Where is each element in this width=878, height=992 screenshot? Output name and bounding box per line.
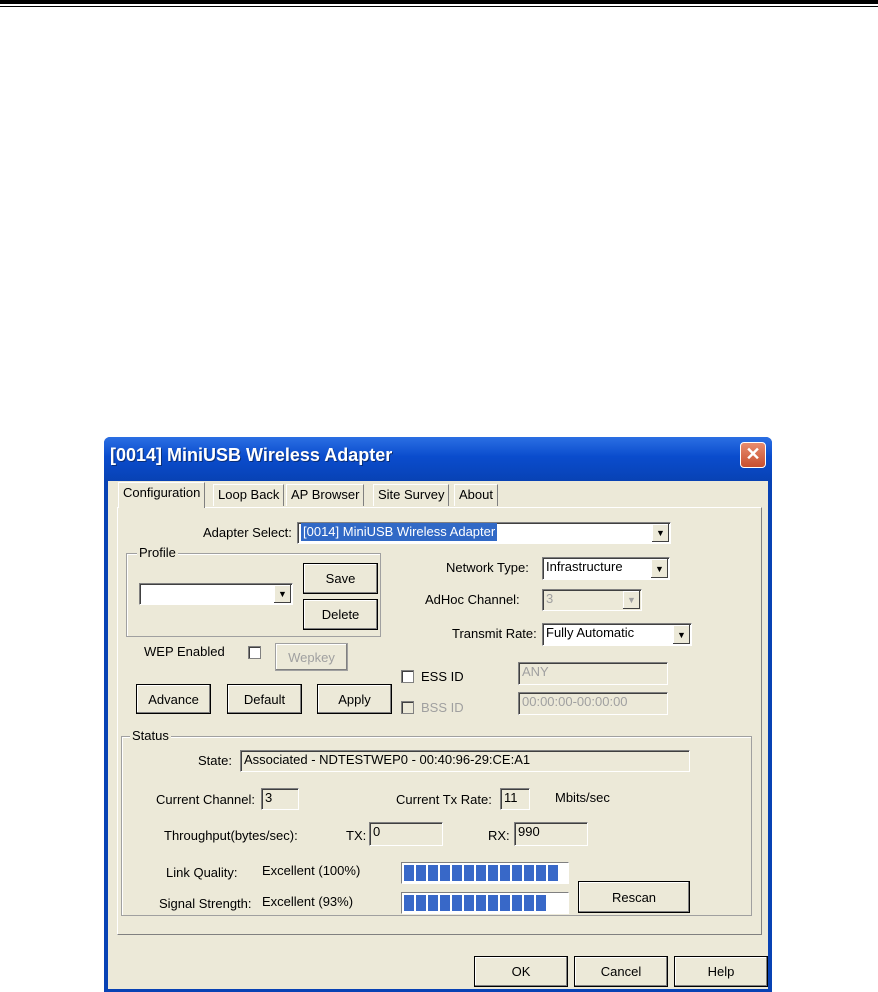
meter-segment: [464, 895, 474, 911]
profile-group-label: Profile: [139, 545, 176, 560]
help-button-label: Help: [707, 964, 735, 979]
tab-loop-back[interactable]: [213, 484, 284, 506]
document-rule-thin: [0, 6, 878, 7]
save-button[interactable]: [303, 563, 378, 594]
window-title: [0014] MiniUSB Wireless Adapter: [110, 445, 393, 465]
tx-field: [369, 822, 443, 846]
default-button[interactable]: [227, 684, 302, 714]
profile-dropdown[interactable]: [139, 583, 293, 605]
tx-value: 0: [373, 824, 381, 839]
meter-segment: [524, 865, 534, 881]
adapter-select-value: [0014] MiniUSB Wireless Adapter: [303, 524, 496, 539]
tab-ap-browser[interactable]: [286, 484, 364, 506]
chevron-down-icon[interactable]: ▼: [652, 524, 669, 542]
link-quality-value: Excellent (100%): [262, 863, 361, 878]
signal-strength-label: Signal Strength:: [159, 896, 252, 911]
ok-button[interactable]: [474, 956, 568, 987]
adhoc-channel-label: AdHoc Channel:: [425, 592, 520, 607]
meter-segment: [452, 895, 462, 911]
delete-button-label: Delete: [321, 607, 360, 622]
signal-strength-meter: [401, 892, 569, 914]
adhoc-channel-value: 3: [546, 591, 554, 606]
meter-segment: [476, 865, 486, 881]
state-value: Associated - NDTESTWEP0 - 00:40:96-29:CE:A1: [244, 752, 531, 767]
meter-segment: [536, 895, 546, 911]
wepkey-button-label: Wepkey: [288, 649, 335, 665]
meter-segment: [548, 865, 558, 881]
signal-strength-meter-fill: [404, 895, 566, 911]
tab-site-survey[interactable]: [373, 484, 449, 506]
tab-label: Loop Back: [218, 487, 280, 502]
state-label: State:: [198, 753, 232, 768]
rescan-button[interactable]: [578, 881, 690, 913]
network-type-dropdown[interactable]: [542, 557, 670, 580]
close-icon: ✕: [745, 444, 761, 464]
tx-rate-value: 11: [504, 790, 518, 805]
tab-about[interactable]: [454, 484, 498, 506]
advance-button-label: Advance: [148, 691, 199, 707]
link-quality-meter: [401, 862, 569, 884]
help-button[interactable]: [674, 956, 768, 987]
cancel-button[interactable]: [574, 956, 668, 987]
transmit-rate-value: Fully Automatic: [546, 625, 635, 640]
apply-button-label: Apply: [338, 691, 371, 707]
dialog-client-area: [108, 481, 768, 989]
cancel-button-label: Cancel: [600, 964, 642, 979]
adapter-select-dropdown[interactable]: [297, 522, 671, 544]
configuration-panel: [117, 507, 762, 935]
throughput-label: Throughput(bytes/sec):: [164, 828, 298, 843]
meter-segment: [440, 865, 450, 881]
wep-enabled-label: WEP Enabled: [144, 644, 225, 659]
meter-segment: [488, 865, 498, 881]
close-button[interactable]: [740, 442, 766, 468]
ess-id-label: ESS ID: [421, 669, 464, 684]
status-group-label: Status: [132, 728, 169, 743]
meter-segment: [476, 895, 486, 911]
ess-id-field[interactable]: [518, 662, 668, 685]
advance-button[interactable]: [136, 684, 211, 714]
meter-segment: [440, 895, 450, 911]
save-button-label: Save: [325, 571, 356, 586]
chevron-down-icon[interactable]: ▼: [673, 625, 690, 644]
tx-rate-label: Current Tx Rate:: [396, 792, 492, 807]
chevron-down-icon[interactable]: ▼: [274, 585, 291, 603]
delete-button[interactable]: [303, 599, 378, 630]
wep-enabled-checkbox[interactable]: [248, 646, 261, 659]
bss-id-checkbox[interactable]: [401, 701, 414, 714]
meter-segment: [524, 895, 534, 911]
tab-label: Configuration: [123, 485, 201, 500]
meter-segment: [416, 865, 426, 881]
apply-button[interactable]: [317, 684, 392, 714]
meter-segment: [452, 865, 462, 881]
default-button-label: Default: [243, 691, 286, 707]
chevron-down-icon[interactable]: ▼: [623, 591, 640, 609]
ess-id-checkbox[interactable]: [401, 670, 414, 683]
ok-button-label: OK: [511, 964, 531, 979]
link-quality-meter-fill: [404, 865, 566, 881]
meter-segment: [488, 895, 498, 911]
meter-segment: [428, 865, 438, 881]
bss-id-label: BSS ID: [421, 700, 464, 715]
tx-rate-unit: Mbits/sec: [555, 790, 610, 805]
transmit-rate-label: Transmit Rate:: [452, 626, 537, 641]
meter-segment: [500, 895, 510, 911]
adhoc-channel-dropdown[interactable]: [542, 589, 642, 611]
meter-segment: [536, 865, 546, 881]
signal-strength-value: Excellent (93%): [262, 894, 354, 909]
network-type-value: Infrastructure: [546, 559, 623, 574]
meter-segment: [416, 895, 426, 911]
current-channel-value: 3: [265, 790, 273, 805]
network-type-label: Network Type:: [446, 560, 529, 575]
meter-segment: [428, 895, 438, 911]
document-rule-thick: [0, 0, 878, 4]
tab-label: About: [459, 487, 493, 502]
tab-label: AP Browser: [291, 487, 360, 502]
rx-label: RX:: [488, 828, 510, 843]
tx-rate-field: [500, 788, 530, 810]
ess-id-value: ANY: [522, 664, 549, 679]
rx-value: 990: [518, 824, 540, 839]
meter-segment: [512, 865, 522, 881]
wepkey-button[interactable]: [275, 643, 348, 671]
rescan-button-label: Rescan: [611, 889, 657, 905]
transmit-rate-dropdown[interactable]: [542, 623, 692, 646]
title-bar[interactable]: [104, 437, 772, 481]
link-quality-label: Link Quality:: [166, 865, 238, 880]
bss-id-value: 00:00:00-00:00:00: [522, 694, 628, 709]
rx-field: [514, 822, 588, 846]
meter-segment: [512, 895, 522, 911]
adapter-dialog: [104, 437, 772, 992]
tab-configuration[interactable]: [118, 482, 205, 508]
tab-label: Site Survey: [378, 487, 445, 502]
meter-segment: [464, 865, 474, 881]
tx-label: TX:: [346, 828, 367, 843]
bss-id-field[interactable]: [518, 692, 668, 715]
meter-segment: [500, 865, 510, 881]
current-channel-field: [261, 788, 299, 810]
meter-segment: [404, 895, 414, 911]
chevron-down-icon[interactable]: ▼: [651, 559, 668, 578]
state-field: [240, 750, 690, 772]
current-channel-label: Current Channel:: [156, 792, 255, 807]
adapter-select-label: Adapter Select:: [203, 525, 292, 540]
meter-segment: [404, 865, 414, 881]
